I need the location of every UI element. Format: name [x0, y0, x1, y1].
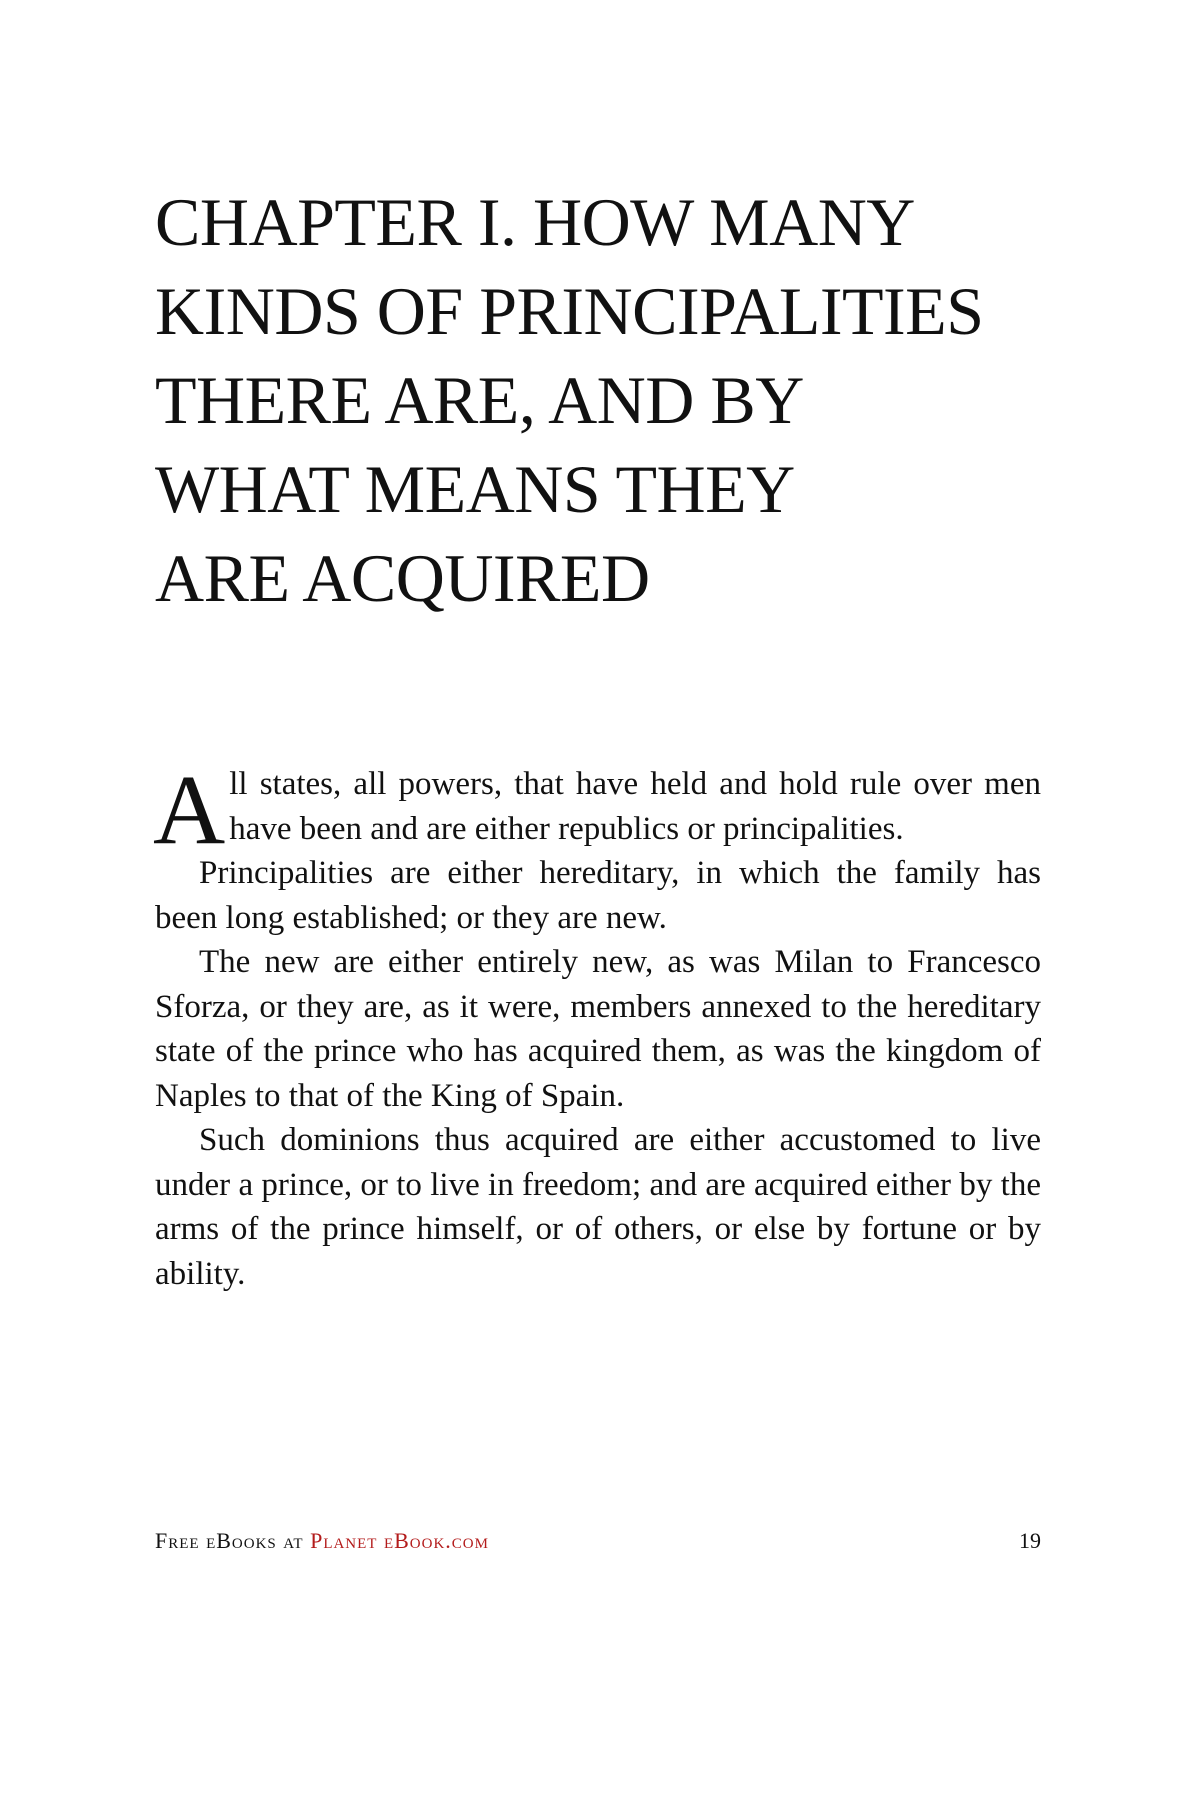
paragraph	[155, 940, 1041, 1118]
footer-credit	[155, 1526, 489, 1556]
chapter-title-line: WHAT MEANS THEY	[155, 451, 795, 527]
chapter-body	[153, 754, 1041, 1296]
chapter-title	[155, 178, 1055, 623]
page-number: 19	[1019, 1528, 1041, 1553]
footer-prefix: Free eBooks at	[155, 1528, 304, 1553]
chapter-title-line: CHAPTER I. HOW MANY	[155, 184, 915, 260]
paragraph-text: ll states, all powers, that have held and hold rule over men have been and are either republics or principalities.	[229, 766, 1041, 847]
footer-brand-link[interactable]: Planet eBook.com	[310, 1528, 489, 1553]
paragraph	[155, 851, 1041, 940]
chapter-title-line: THERE ARE, AND BY	[155, 362, 804, 438]
paragraph	[153, 754, 1041, 865]
paragraph-text: The new are either entirely new, as was Milan to Francesco Sforza, or they are, as it were, members annexed to the hereditary state of the prince who has acquired them, as was the kingdom of Naples to that of the King of Spain.	[155, 944, 1041, 1114]
drop-cap: A	[153, 754, 226, 865]
paragraph-text: Such dominions thus acquired are either accustomed to live under a prince, or to live in freedom; and are acquired either by the arms of the prince himself, or of others, or else by fortune or by ability.	[155, 1122, 1041, 1292]
chapter-title-line: ARE ACQUIRED	[155, 540, 650, 616]
chapter-title-line: KINDS OF PRINCIPALITIES	[155, 273, 984, 349]
paragraph-text: Principalities are either hereditary, in which the family has been long established; or they are new.	[155, 855, 1041, 936]
paragraph	[155, 1118, 1041, 1296]
page-footer	[155, 1526, 1041, 1556]
